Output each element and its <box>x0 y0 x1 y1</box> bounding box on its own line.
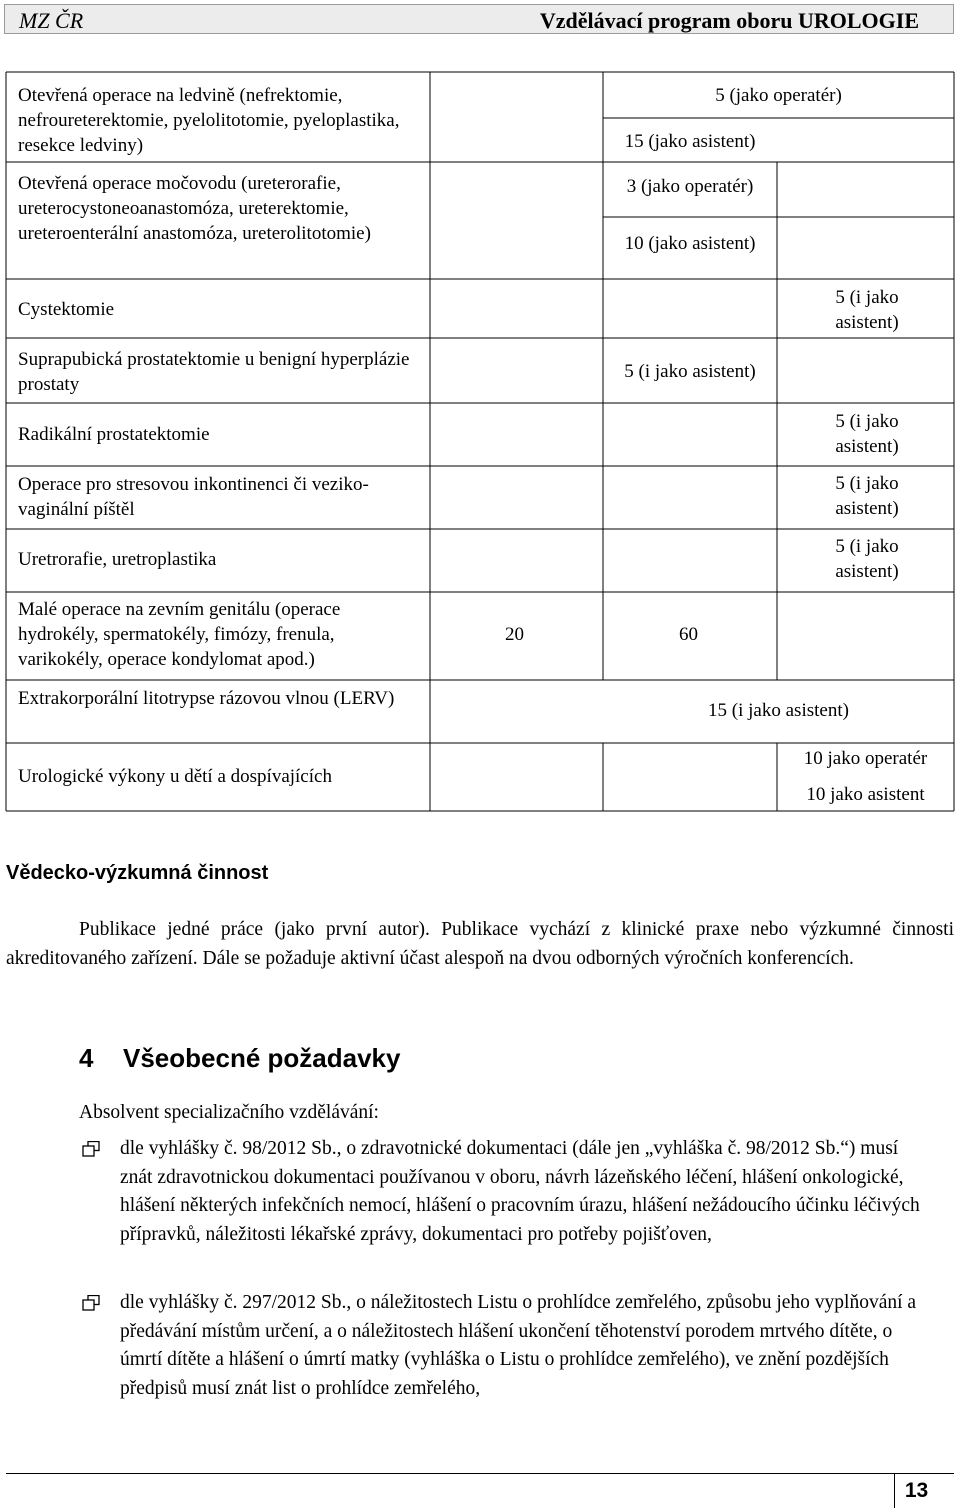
bullet-box-icon <box>82 1141 100 1157</box>
table-cell-value: 15 (i jako asistent) <box>708 700 849 721</box>
chapter-number: 4 <box>79 1043 94 1073</box>
page-number: 13 <box>894 1474 938 1508</box>
header-ministry: MZ ČR <box>19 8 84 33</box>
table-row-label: Otevřená operace močovodu (ureterorafie, ureterocystoneoanastomóza, ureterektomie, ureteroenterální anastomóza, ureterolitotomie) <box>18 173 371 244</box>
table-cell-value: 10 jako asistent <box>806 784 925 805</box>
table-cell-value: 5 (i jako asistent) <box>835 287 899 333</box>
chapter-title: Všeobecné požadavky <box>123 1043 401 1073</box>
table-row-label: Operace pro stresovou inkontinenci či veziko-vaginální píštěl <box>18 474 369 520</box>
table-row-label: Uretrorafie, uretroplastika <box>18 549 217 570</box>
header-program-title: Vzdělávací program oboru UROLOGIE <box>539 8 919 33</box>
table-row-label: Cystektomie <box>18 299 115 320</box>
table-row-label: Radikální prostatektomie <box>18 424 210 445</box>
bullet-box-icon <box>82 1295 100 1311</box>
table-cell-value: 20 <box>505 624 524 645</box>
table-row-label: Urologické výkony u dětí a dospívajících <box>18 766 332 787</box>
research-paragraph: Publikace jedné práce (jako první autor). Publikace vychází z klinické praxe nebo výzkumné činnosti akreditovaného zařízení. Dále se požaduje aktivní účast alespoň na dvou odborných výročních konferencích. <box>6 919 954 969</box>
list-item-text: dle vyhlášky č. 98/2012 Sb., o zdravotnické dokumentaci (dále jen „vyhláška č. 98/2012 Sb.“) musí znát zdravotnickou dokumentaci používanou v oboru, návrh lázeňského léčení, hlášení onkologické, hlášení některých infekčních nemocí, hlášení o pracovním úrazu, hlášení nežádoucího účinku léčivých přípravků, náležitosti lékařské zprávy, dokumentaci pro potřeby pojišťoven, <box>120 1138 920 1245</box>
table-cell-value: 5 (i jako asistent) <box>835 536 899 582</box>
table-cell-value: 5 (jako operatér) <box>715 85 842 106</box>
section-heading: Vědecko-výzkumná činnost <box>6 862 269 884</box>
table-row-label: Malé operace na zevním genitálu (operace hydrokély, spermatokély, fimózy, frenula, varikokély, operace kondylomat apod.) <box>18 599 341 670</box>
table-row-label: Extrakorporální litotrypse rázovou vlnou (LERV) <box>18 688 395 709</box>
table-cell-value: 60 <box>679 624 698 645</box>
table-cell-value: 5 (i jako asistent) <box>835 473 899 519</box>
table-row-label: Suprapubická prostatektomie u benigní hyperplázie prostaty <box>18 349 410 395</box>
list-item <box>120 1135 920 1249</box>
table-row-label: Otevřená operace na ledvině (nefrektomie, nefroureterektomie, pyelolitotomie, pyeloplastika, resekce ledviny) <box>18 85 400 156</box>
chapter-heading <box>79 1043 400 1074</box>
list-item <box>120 1289 920 1403</box>
table-cell-value: 15 (jako asistent) <box>624 131 756 152</box>
intro-text: Absolvent specializačního vzdělávání: <box>79 1102 379 1123</box>
table-cell-value: 3 (jako operatér) <box>626 176 754 197</box>
list-item-text: dle vyhlášky č. 297/2012 Sb., o náležitostech Listu o prohlídce zemřelého, způsobu jeho vyplňování a předávání místům určení, a o náležitostech hlášení ukončení těhotenství porodem mrtvého dítěte, o úmrtí dítěte a hlášení o úmrtí matky (vyhláška o Listu o prohlídce zemřelého), ve znění pozdějších předpisů musí znát list o prohlídce zemřelého, <box>120 1292 917 1399</box>
table-cell-value: 10 jako operatér <box>803 748 928 769</box>
table-cell-value: 5 (i jako asistent) <box>624 361 756 382</box>
footer-divider <box>6 1473 954 1474</box>
table-cell-value: 10 (jako asistent) <box>624 233 756 254</box>
table-cell-value: 5 (i jako asistent) <box>835 411 899 457</box>
